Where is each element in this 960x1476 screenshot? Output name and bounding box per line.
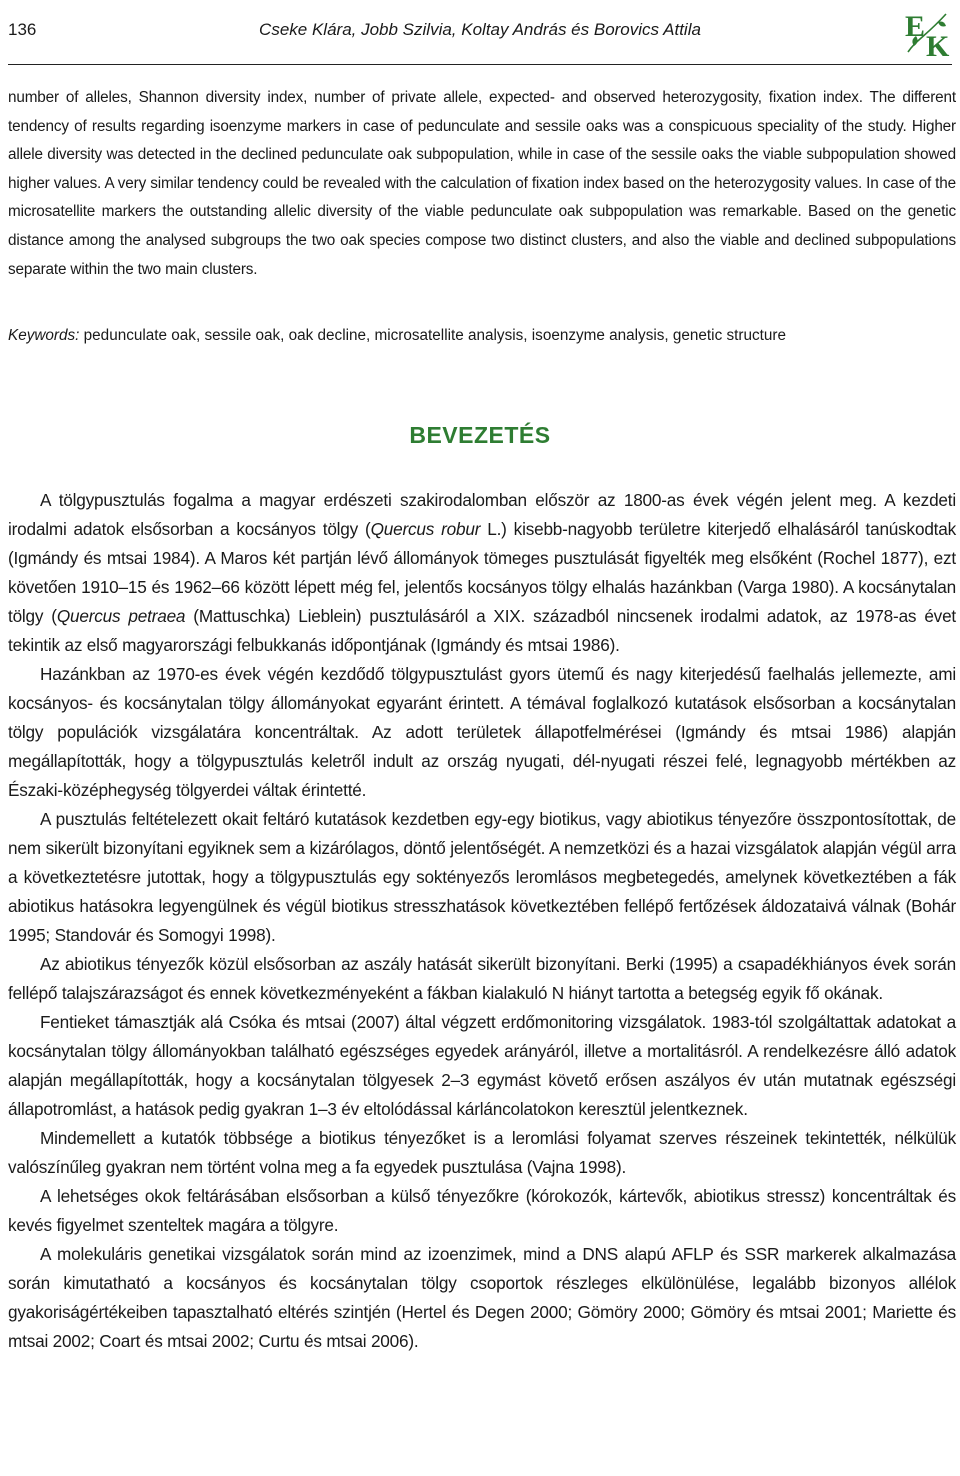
english-abstract-continuation — [8, 84, 956, 284]
introduction-body — [8, 486, 956, 1356]
page-number: 136 — [8, 20, 37, 39]
svg-text:E: E — [905, 10, 926, 43]
paragraph-2: Hazánkban az 1970-es évek végén kezdődő tölgypusztulást gyors ütemű és nagy kiterjedésű faelhalás jellemezte, ami kocsányos- és kocsánytalan tölgy állományokat egyaránt érintett. A témával foglalkozó kutatások elsősorban a kocsánytalan tölgy populációk vizsgálatára koncentráltak. Az adott területek állapotfelmérései (Igmándy és mtsai 1986) alapján megállapították, hogy a tölgypusztulás keletről indult az ország nyugati, dél-nyugati részei felé, legnagyobb mértékben az Északi-középhegység tölgyerdei váltak érintetté. — [8, 664, 956, 800]
paragraph-6: Mindemellett a kutatók többsége a biotikus tényezőket is a leromlási folyamat szerves részeinek tekintették, nélkülük valószínűleg gyakran nem történt volna meg a fa egyedek pusztulása (Vajna 1998). — [8, 1128, 956, 1177]
paragraph-1-part-c: (Mattuschka) Lieblein) pusztulásáról a XIX. századból nincsenek irodalmi adatok, az 1978-as évet tekintik az első magyarországi felbukkanás időpontjának (Igmándy és mtsai 1986). — [8, 606, 957, 655]
paragraph-4: Az abiotikus tényezők közül elsősorban az aszály hatását sikerült bizonyítani. Berki (1995) a csapadékhiányos évek során fellépő talajszárazságot és ennek következményeként a fákban kialakuló N hiányt tartotta a betegség egyik fő okának. — [8, 954, 956, 1003]
paragraph-5: Fentieket támasztják alá Csóka és mtsai (2007) által végzett erdőmonitoring vizsgálatok. 1983-tól szolgáltattak adatokat a kocsánytalan tölgy állományokban található egészséges egyedek arányáról, illetve a mortalitásról. A rendelkezésre álló adatok alapján megállapították, hogy a kocsánytalan tölgyesek 2–3 egymást követő erősen aszályos év után mutatnak egészségi állapotromlást, a hatások pedig gyakran 1–3 év eltolódással kárláncolatokon keresztül jelentkeznek. — [8, 1012, 956, 1119]
keywords-line — [8, 322, 956, 350]
keywords-text: pedunculate oak, sessile oak, oak decline, microsatellite analysis, isoenzyme analysis, genetic structure — [83, 327, 786, 344]
abstract-text: number of alleles, Shannon diversity index, number of private allele, expected- and observed heterozygosity, fixation index. The different tendency of results regarding isoenzyme markers in case of pedunculate and sessile oaks was a conspicuous speciality of the study. Higher allele diversity was detected in the declined pedunculate oak subpopulation, while in case of the sessile oaks the viable subpopulation showed higher values. A very similar tendency could be revealed with the calculation of fixation index based on the heterozygosity values. In case of the microsatellite markers the outstanding allelic diversity of the viable pedunculate oak subpopulation was remarkable. Based on the genetic distance among the analysed subgroups the two oak species compose two distinct clusters, and also the viable and declined subpopulations separate within the two main clusters. — [8, 89, 956, 278]
paragraph-1 — [8, 486, 956, 660]
svg-text:K: K — [926, 30, 950, 58]
journal-logo-icon — [902, 6, 954, 58]
paragraph-7: A lehetséges okok feltárásában elsősorban a külső tényezőkre (kórokozók, kártevők, abiotikus stressz) koncentráltak és kevés figyelmet szenteltek magára a tölgyre. — [8, 1186, 956, 1235]
page-header — [0, 0, 960, 62]
running-head-authors: Cseke Klára, Jobb Szilvia, Koltay András és Borovics Attila — [259, 20, 701, 39]
paragraph-3: A pusztulás feltételezett okait feltáró kutatások kezdetben egy-egy biotikus, vagy abiotikus tényezőre összpontosítottak, de nem sikerült bizonyítani egyiknek sem a kizárólagos, döntő jelentőségét. A nemzetközi és a hazai vizsgálatok alapján végül arra a következtetésre jutottak, hogy a tölgypusztulás egy soktényezős leromlásos megbetegedés, amelynek következtében a fák abiotikus hatásokra legyengülnek és végül biotikus stresszhatások következtében fellépő fertőzések áldozataivá válnak (Bohár 1995; Standovár és Somogyi 1998). — [8, 809, 956, 945]
species-name-robur: Quercus robur — [370, 519, 481, 539]
paragraph-8: A molekuláris genetikai vizsgálatok során mind az izoenzimek, mind a DNS alapú AFLP és SSR markerek alkalmazása során kimutatható a kocsányos és kocsánytalan tölgy csoportok részleges elkülönülése, legalább bizonyos allélok gyakoriságértékeiben tapasztalható eltérés szintjén (Hertel és Degen 2000; Gömöry 2000; Gömöry és mtsai 2001; Mariette és mtsai 2002; Coart és mtsai 2002; Curtu és mtsai 2006). — [8, 1244, 956, 1351]
keywords-label: Keywords: — [8, 327, 80, 344]
species-name-petraea: Quercus petraea — [56, 606, 186, 626]
paragraph-1-part-b: L.) kisebb-nagyobb területre kiterjedő elhalásáról tanúskodtak (Igmándy és mtsai 1984). A Maros két partján lévő állományok tömeges pusztulását figyelték meg elsőként (Rochel 1877), ezt követően 1910–15 és 1962–66 között lépett még fel, jelentős kocsányos tölgy elhalás hazánkban (Varga 1980). A kocsánytalan tölgy ( — [8, 519, 956, 626]
paragraph-1-part-a: A tölgypusztulás fogalma a magyar erdészeti szakirodalomban először az 1800-as évek végén jelent meg. A kezdeti irodalmi adatok elsősorban a kocsányos tölgy ( — [8, 490, 956, 539]
section-heading: BEVEZETÉS — [409, 422, 551, 448]
header-divider — [8, 64, 952, 65]
